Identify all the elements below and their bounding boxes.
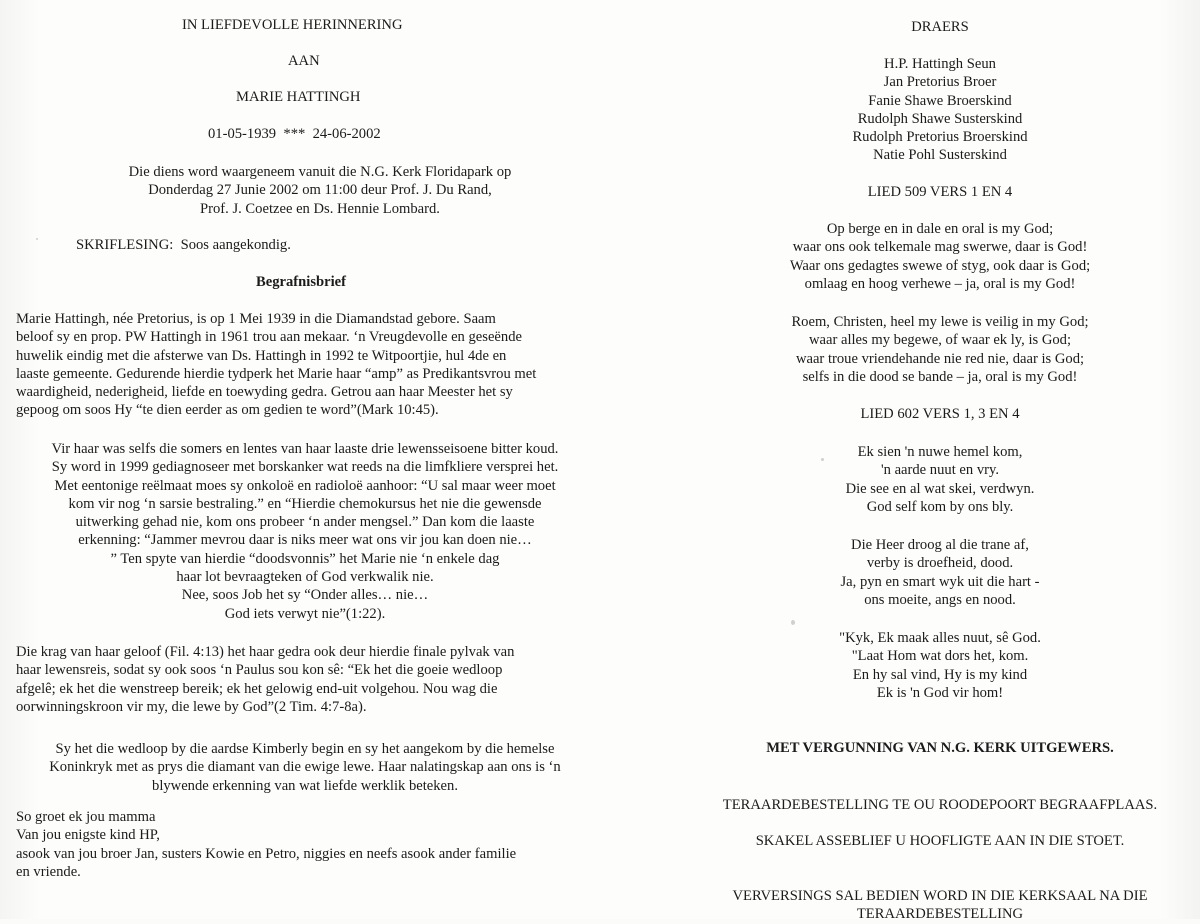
text-line: Marie Hattingh, née Pretorius, is op 1 Mei 1939 in die Diamandstad gebore. Saam [16,311,496,327]
headlights-notice: SKAKEL ASSEBLIEF U HOOFLIGTE AAN IN DIE STOET. [755,833,1125,849]
text-line: Vir haar was selfs die somers en lentes van haar laaste drie lewensseisoene bitter koud. [51,441,559,457]
text-line: So groet ek jou mamma [16,809,156,825]
verse-line: waar alles my begewe, of waar ek ly, is God; [808,332,1072,349]
letter-closing [16,808,516,881]
service-line: Die diens word waargeneem vanuit die N.G. Kerk Floridapark op [128,164,512,180]
service-line: Donderdag 27 Junie 2002 om 11:00 deur Prof. J. Du Rand, [148,182,492,199]
verse-line: God self kom by ons bly. [866,498,1014,515]
verse-line: verby is droefheid, dood. [866,555,1014,572]
pallbearer: Rudolph Shawe Susterskind [857,110,1023,127]
service-line: Prof. J. Coetzee en Ds. Hennie Lombard. [200,200,440,217]
verse-line: Op berge en in dale en oral is my God; [826,221,1054,237]
deceased-name: MARIE HATTINGH [236,89,361,105]
text-line: Van jou enigste kind HP, [16,827,160,844]
text-line: asook van jou broer Jan, susters Kowie en Petro, niggies en neefs asook ander familie [16,845,517,862]
verse-line: Ek is 'n God vir hom! [876,684,1004,701]
verse-line: selfs in die dood se bande – ja, oral is my God! [802,368,1078,385]
text-line: kom vir nog ‘n sarsie bestraling.” en “Hierdie chemokursus het nie die gewensde [68,495,542,512]
publisher-permission: MET VERGUNNING VAN N.G. KERK UITGEWERS. [766,740,1114,756]
verse-line: Ja, pyn en smart wyk uit die hart - [840,573,1040,590]
heading: IN LIEFDEVOLLE HERINNERING [182,17,403,33]
pallbearer: Rudolph Pretorius Broerskind [852,129,1028,146]
text-line: gepoog om soos Hy “te dien eerder as om gedien te word”(Mark 10:45). [16,402,439,419]
text-line: Met eentonige reëlmaat moes sy onkoloë en radioloë aanhoor: “U sal maar weer moet [54,477,556,494]
verse-line: Die Heer droog al die trane af, [851,537,1029,553]
letter-paragraph-1 [16,310,536,420]
aan-label: AAN [288,53,320,69]
letter-title: Begrafnisbrief [256,274,346,290]
text-line: en vriende. [16,863,81,880]
hymn-1-verse-1 [640,220,1200,293]
text-line: oorwinningskroon vir my, die lewe by God”(2 Tim. 4:7-8a). [16,698,367,715]
pallbearer: H.P. Hattingh Seun [884,56,996,72]
verse-line: 'n aarde nuut en vry. [881,462,999,479]
hymn-2-verse-2 [640,536,1200,609]
verse-line: ons moeite, angs en nood. [864,591,1016,608]
draers-title: DRAERS [911,19,969,35]
verse-line: "Laat Hom wat dors het, kom. [851,648,1029,665]
text-line: haar lewensreis, sodat sy ook soos ‘n Paulus sou kon sê: “Ek het die goeie wedloop [16,662,503,679]
hymn-2-verse-3 [640,629,1200,702]
verse-line: En hy sal vind, Hy is my kind [852,666,1028,683]
letter-paragraph-4 [10,740,600,795]
service-details [60,163,580,218]
text-line: beloof sy en prop. PW Hattingh in 1961 trou aan mekaar. ‘n Vreugdevolle en geseënde [16,329,522,346]
verse-line: "Kyk, Ek maak alles nuut, sê God. [839,630,1041,646]
text-line: waardigheid, nederigheid, liefde en toewyding gedra. Getrou aan haar Meester het sy [16,384,513,401]
hymn-2-title: LIED 602 VERS 1, 3 EN 4 [860,406,1020,422]
scripture-reading: SKRIFLESING: Soos aangekondig. [76,237,291,253]
letter-paragraph-3 [16,643,514,716]
text-line: VERVERSINGS SAL BEDIEN WORD IN DIE KERKSAAL NA DIE [732,888,1148,904]
text-line: erkenning: “Jammer mevrou daar is niks meer wat ons vir jou kan doen nie… [78,532,532,549]
text-line: God iets verwyt nie”(1:22). [224,605,386,622]
life-dates: 01-05-1939 *** 24-06-2002 [208,126,381,142]
text-line: Nee, soos Job het sy “Onder alles… nie… [181,587,429,604]
text-line: huwelik eindig met die afsterwe van Ds. Hattingh in 1992 te Witpoortjie, hul 4de en [16,347,507,364]
verse-line: Roem, Christen, heel my lewe is veilig in my God; [791,314,1089,330]
verse-line: waar troue vriendehande nie red nie, daar is God; [795,350,1085,367]
text-line: Die krag van haar geloof (Fil. 4:13) het haar gedra ook deur hierdie finale pylvak van [16,644,515,660]
text-line: blywende erkenning van wat liefde werklik beteken. [152,777,458,794]
verse-line: waar ons ook telkemale mag swerwe, daar is God! [792,239,1088,256]
text-line: ” Ten spyte van hierdie “doodsvonnis” het Marie nie ‘n enkele dag [110,550,500,567]
pallbearers-list [640,55,1200,165]
text-line: Sy het die wedloop by die aardse Kimberly begin en sy het aangekom by die hemelse [55,741,555,757]
verse-line: Waar ons gedagtes swewe of styg, ook daar is God; [789,257,1091,274]
pallbearer: Jan Pretorius Broer [883,74,997,91]
scan-speck [36,238,38,240]
text-line: Sy word in 1999 gediagnoseer met borskanker wat reeds na die limfkliere versprei het. [51,459,559,476]
text-line: Koninkryk met as prys die diamant van die ewige lewe. Haar nalatingskap aan ons is ‘n [49,759,561,776]
text-line: afgelê; ek het die wenstreep bereik; ek het gelowig end-uit volgehou. Nou wag die [16,680,498,697]
pallbearer: Natie Pohl Susterskind [873,147,1007,164]
hymn-1-title: LIED 509 VERS 1 EN 4 [867,184,1013,200]
burial-notice: TERAARDEBESTELLING TE OU ROODEPOORT BEGRAAFPLAAS. [722,797,1158,813]
scan-speck [821,458,824,461]
text-line: TERAARDEBESTELLING [856,906,1024,923]
hymn-2-verse-1 [640,443,1200,516]
pallbearer: Fanie Shawe Broerskind [868,92,1012,109]
scan-speck [791,620,795,625]
text-line: laaste gemeente. Gedurende hierdie tydperk het Marie haar “amp” as Predikantsvrou met [16,365,537,382]
text-line: haar lot bevraagteken of God verkwalik nie. [176,569,434,586]
hymn-1-verse-2 [640,313,1200,386]
letter-paragraph-2 [10,440,600,623]
verse-line: omlaag en hoog verhewe – ja, oral is my God! [804,275,1076,292]
refreshments-notice [640,887,1200,924]
text-line: uitwerking gehad nie, kom ons probeer ‘n ander mengsel.” Dan kom die laaste [75,514,535,531]
verse-line: Die see en al wat skei, verdwyn. [845,480,1035,497]
verse-line: Ek sien 'n nuwe hemel kom, [857,444,1023,460]
